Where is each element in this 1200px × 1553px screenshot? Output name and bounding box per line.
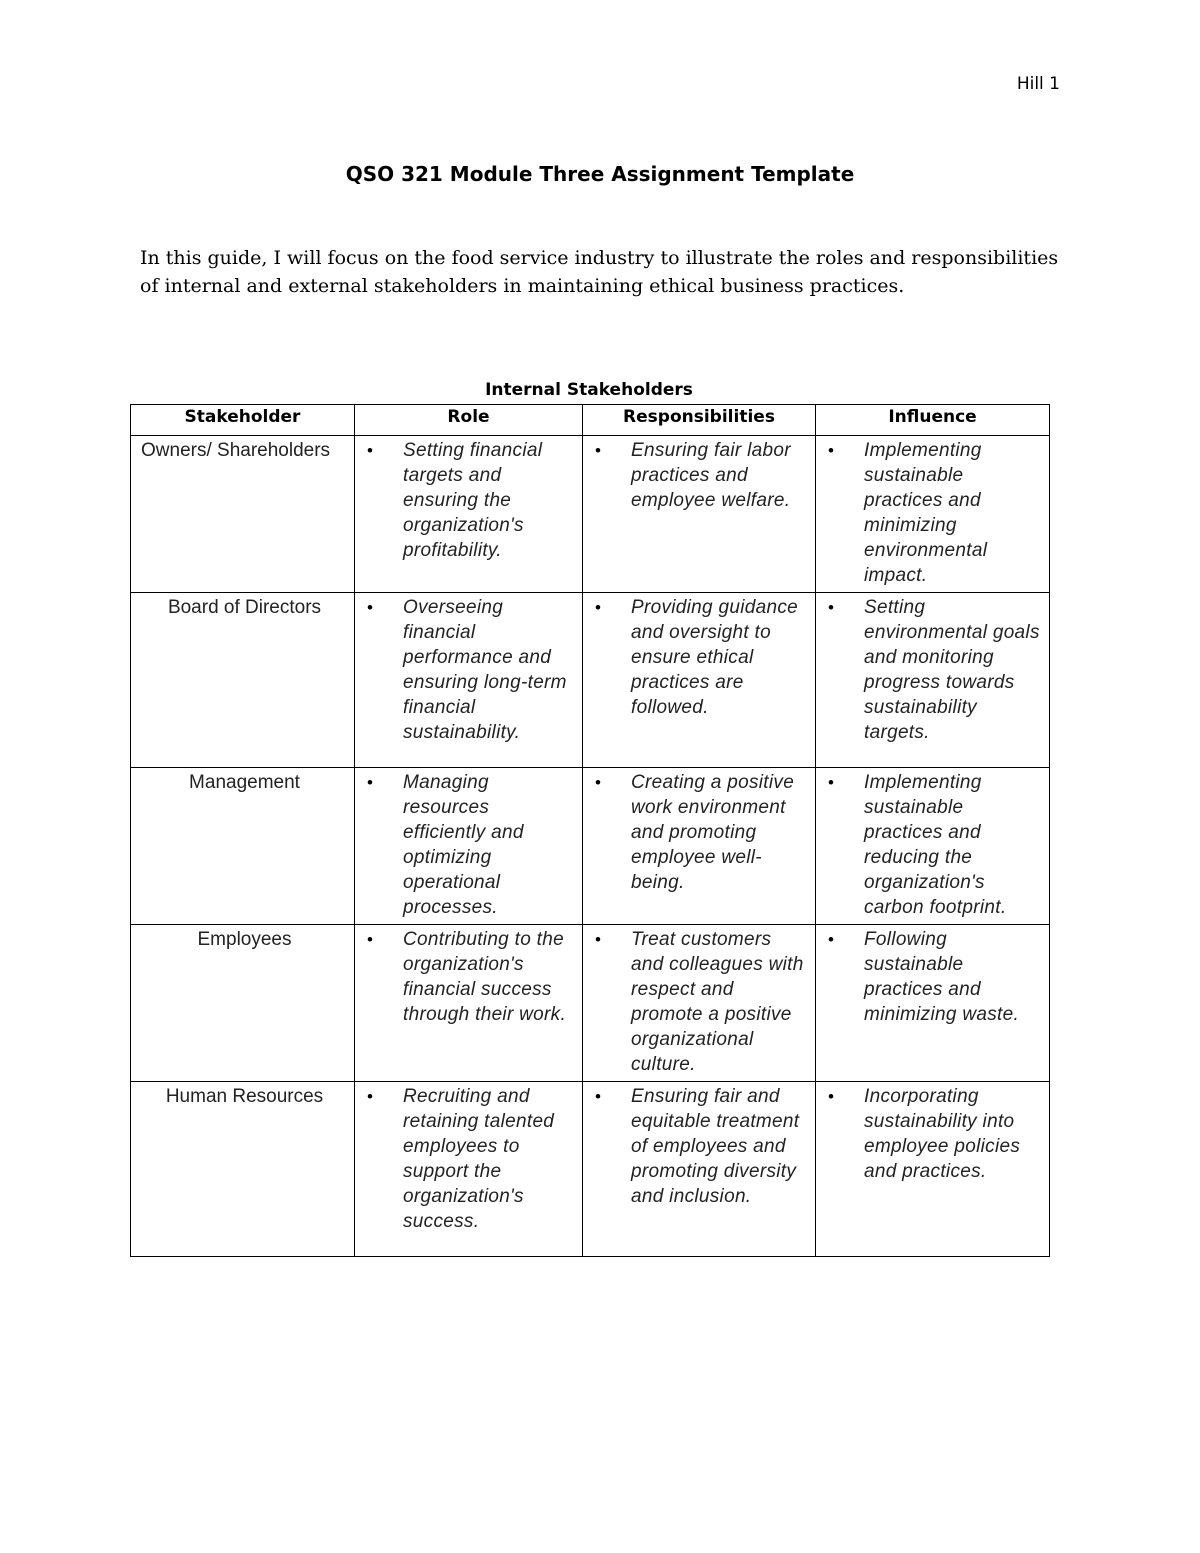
bullet-icon: • [595, 441, 601, 460]
role-text: Managing resources efficiently and optimizing operational processes. [403, 772, 524, 918]
bullet-icon: • [828, 773, 834, 792]
role-cell [355, 768, 583, 925]
bullet-icon: • [828, 441, 834, 460]
role-text: Setting financial targets and ensuring the organization's profitability. [403, 440, 543, 561]
responsibilities-text: Providing guidance and oversight to ensure ethical practices are followed. [631, 597, 799, 718]
responsibilities-text: Ensuring fair labor practices and employee welfare. [631, 440, 791, 511]
bullet-icon: • [595, 930, 601, 949]
intro-paragraph: In this guide, I will focus on the food service industry to illustrate the roles and responsibilities of internal and external stakeholders in maintaining ethical business practices. [140, 247, 1059, 297]
stakeholder-name: Board of Directors [131, 593, 355, 768]
role-text: Contributing to the organization's financial success through their work. [403, 929, 567, 1025]
responsibilities-text: Treat customers and colleagues with respect and promote a positive organizational culture. [631, 929, 804, 1075]
role-text: Recruiting and retaining talented employees to support the organization's success. [403, 1086, 555, 1232]
stakeholder-table [130, 404, 1050, 1257]
document-title: QSO 321 Module Three Assignment Template [345, 162, 855, 186]
bullet-icon: • [828, 1087, 834, 1106]
role-cell [355, 925, 583, 1082]
bullet-icon: • [367, 930, 373, 949]
table-row [131, 593, 1050, 768]
role-text: Overseeing financial performance and ensuring long-term financial sustainability. [403, 597, 567, 743]
table-row [131, 1082, 1050, 1257]
bullet-icon: • [367, 598, 373, 617]
bullet-icon: • [595, 773, 601, 792]
responsibilities-cell [583, 768, 816, 925]
stakeholder-name: Owners/ Shareholders [131, 436, 355, 593]
table-row [131, 436, 1050, 593]
bullet-icon: • [367, 441, 373, 460]
responsibilities-cell [583, 593, 816, 768]
influence-text: Incorporating sustainability into employee policies and practices. [864, 1086, 1021, 1182]
stakeholder-name: Employees [131, 925, 355, 1082]
responsibilities-cell [583, 436, 816, 593]
table-header-row [131, 405, 1050, 436]
influence-cell [816, 925, 1050, 1082]
responsibilities-cell [583, 925, 816, 1082]
bullet-icon: • [595, 1087, 601, 1106]
role-cell [355, 1082, 583, 1257]
page-header-label: Hill 1 [1016, 74, 1060, 94]
influence-text: Setting environmental goals and monitoring progress towards sustainability targets. [864, 597, 1040, 743]
influence-cell [816, 1082, 1050, 1257]
influence-text: Implementing sustainable practices and minimizing environmental impact. [864, 440, 988, 586]
bullet-icon: • [828, 598, 834, 617]
influence-cell [816, 436, 1050, 593]
role-cell [355, 593, 583, 768]
bullet-icon: • [367, 773, 373, 792]
influence-cell [816, 768, 1050, 925]
header-stakeholder: Stakeholder [131, 405, 355, 436]
bullet-icon: • [828, 930, 834, 949]
influence-cell [816, 593, 1050, 768]
influence-text: Following sustainable practices and minimizing waste. [864, 929, 1020, 1025]
stakeholder-name: Human Resources [131, 1082, 355, 1257]
header-influence: Influence [816, 405, 1050, 436]
responsibilities-text: Ensuring fair and equitable treatment of employees and promoting diversity and inclusion. [631, 1086, 800, 1207]
influence-text: Implementing sustainable practices and reducing the organization's carbon footprint. [864, 772, 1007, 918]
header-responsibilities: Responsibilities [583, 405, 816, 436]
stakeholder-name: Management [131, 768, 355, 925]
role-cell [355, 436, 583, 593]
bullet-icon: • [367, 1087, 373, 1106]
header-role: Role [355, 405, 583, 436]
responsibilities-cell [583, 1082, 816, 1257]
bullet-icon: • [595, 598, 601, 617]
responsibilities-text: Creating a positive work environment and promoting employee well-being. [631, 772, 795, 893]
table-row [131, 925, 1050, 1082]
table-caption: Internal Stakeholders [485, 380, 693, 400]
table-row [131, 768, 1050, 925]
